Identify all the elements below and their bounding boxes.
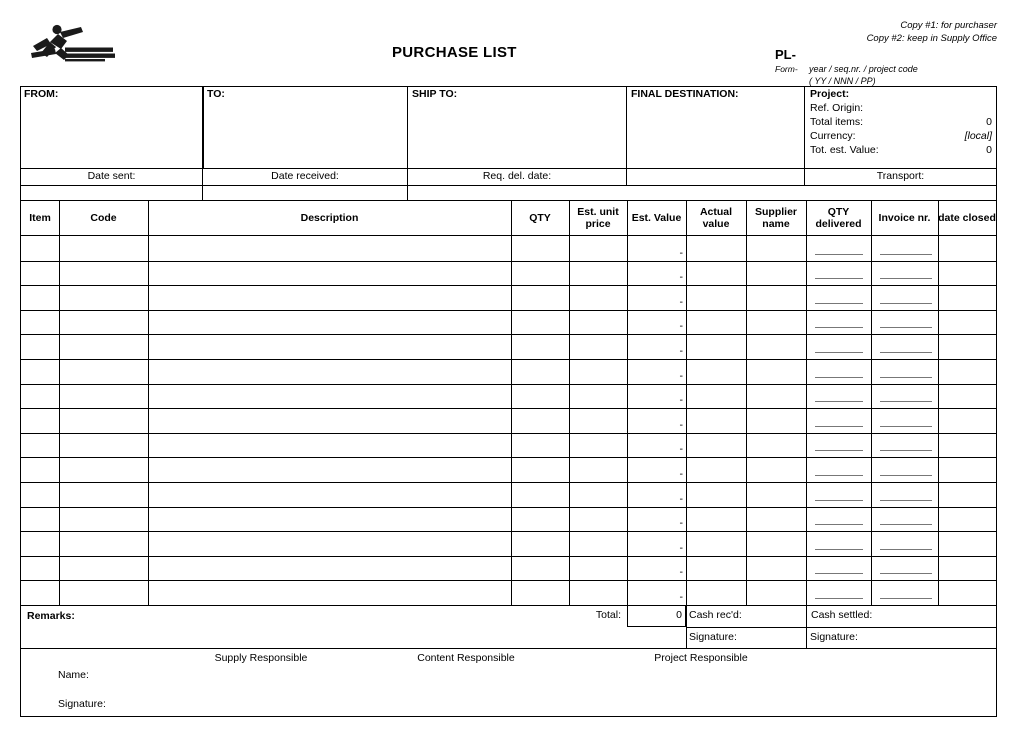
divider-final-project (804, 87, 805, 168)
fill-line-invoice-nr (880, 475, 932, 476)
fill-line-invoice-nr (880, 450, 932, 451)
cell-est-value: - (679, 541, 683, 554)
total-value: 0 (676, 609, 682, 621)
fill-line-qty-delivered (815, 278, 863, 279)
currency-label: Currency: (810, 130, 856, 142)
fill-line-invoice-nr (880, 303, 932, 304)
date-received-value[interactable] (202, 186, 407, 201)
cash-received-label: Cash rec'd: (689, 609, 742, 621)
table-row[interactable] (21, 334, 996, 359)
remarks-label: Remarks: (27, 610, 75, 622)
fill-line-qty-delivered (815, 573, 863, 574)
table-row[interactable] (21, 433, 996, 458)
fill-line-qty-delivered (815, 475, 863, 476)
req-del-date-label: Req. del. date: (482, 170, 552, 182)
fill-line-qty-delivered (815, 377, 863, 378)
cell-est-value: - (679, 271, 683, 284)
date-sent-value[interactable] (21, 186, 202, 201)
address-row (21, 87, 996, 168)
cell-est-value: - (679, 467, 683, 480)
table-row[interactable] (21, 236, 996, 261)
table-row[interactable] (21, 482, 996, 507)
cell-est-value: - (679, 443, 683, 456)
cell-est-value: - (679, 369, 683, 382)
date-values-row (21, 185, 996, 200)
fill-line-qty-delivered (815, 327, 863, 328)
ref-origin-label: Ref. Origin: (810, 102, 864, 114)
cell-est-value: - (679, 418, 683, 431)
page-title: PURCHASE LIST (392, 44, 517, 61)
table-row[interactable] (21, 261, 996, 286)
from-box[interactable] (21, 87, 202, 168)
column-header-item: Item (29, 212, 51, 224)
fill-line-invoice-nr (880, 278, 932, 279)
supply-responsible-label: Supply Responsible (214, 652, 308, 664)
table-row[interactable] (21, 457, 996, 482)
fill-line-invoice-nr (880, 377, 932, 378)
to-label: TO: (207, 88, 225, 100)
transport-cell[interactable] (804, 169, 996, 186)
fill-line-invoice-nr (880, 524, 932, 525)
table-row[interactable] (21, 310, 996, 335)
fill-line-qty-delivered (815, 426, 863, 427)
column-header-date-closed: date closed (938, 212, 996, 224)
column-header-est-value: Est. Value (631, 212, 682, 224)
currency-value: [local] (964, 130, 992, 142)
cell-est-value: - (679, 517, 683, 530)
column-header-actual-value: Actual value (699, 206, 733, 230)
cell-est-value: - (679, 344, 683, 357)
cash-settled-cell[interactable] (806, 605, 996, 627)
fill-line-qty-delivered (815, 500, 863, 501)
msf-logo (25, 22, 121, 66)
cell-est-value: - (679, 394, 683, 407)
table-row[interactable] (21, 384, 996, 409)
column-header-supplier-name: Supplier name (754, 206, 797, 230)
fill-line-invoice-nr (880, 352, 932, 353)
signature-label-2: Signature: (810, 631, 858, 643)
table-row[interactable] (21, 285, 996, 310)
cell-est-value: - (679, 590, 683, 603)
cell-est-value: - (679, 246, 683, 259)
to-box[interactable] (204, 87, 407, 168)
document-header (0, 0, 1024, 86)
signature-label: Signature: (58, 698, 106, 710)
transport-value[interactable] (804, 186, 996, 201)
name-label: Name: (58, 669, 89, 681)
date-sent-label: Date sent: (87, 170, 136, 182)
table-row[interactable] (21, 359, 996, 384)
cash-settled-label: Cash settled: (811, 609, 873, 621)
from-label: FROM: (24, 88, 59, 100)
project-box[interactable] (806, 87, 996, 168)
fill-line-invoice-nr (880, 598, 932, 599)
blank-row-spacer (626, 186, 804, 201)
date-received-cell[interactable] (202, 169, 407, 186)
fill-line-invoice-nr (880, 254, 932, 255)
form-pattern-line-1: year / seq.nr. / project code (809, 64, 918, 74)
column-header-qty-delivered: QTY delivered (815, 206, 862, 230)
date-received-label: Date received: (271, 170, 339, 182)
form-pattern-line-2: ( YY / NNN / PP) (809, 76, 876, 86)
fill-line-qty-delivered (815, 450, 863, 451)
fill-line-qty-delivered (815, 598, 863, 599)
pl-number: PL- (775, 47, 796, 62)
copy-notice-line-1: Copy #1: for purchaser (900, 20, 997, 31)
copy-notice-line-2: Copy #2: keep in Supply Office (866, 33, 997, 44)
cell-est-value: - (679, 295, 683, 308)
final-destination-box[interactable] (628, 87, 804, 168)
column-header-description: Description (300, 212, 359, 224)
fill-line-invoice-nr (880, 327, 932, 328)
fill-line-invoice-nr (880, 549, 932, 550)
column-header-code: Code (90, 212, 117, 224)
content-responsible-label: Content Responsible (417, 652, 515, 664)
table-row[interactable] (21, 531, 996, 556)
total-items-value: 0 (986, 116, 992, 128)
fill-line-qty-delivered (815, 352, 863, 353)
fill-line-qty-delivered (815, 524, 863, 525)
form-frame (20, 86, 997, 717)
cell-est-value: - (679, 566, 683, 579)
table-row[interactable] (21, 408, 996, 433)
cell-est-value: - (679, 320, 683, 333)
fill-line-invoice-nr (880, 426, 932, 427)
tot-est-value-label: Tot. est. Value: (810, 144, 879, 156)
column-header-qty: QTY (529, 212, 551, 224)
table-row[interactable] (21, 580, 996, 605)
form-label: Form- (775, 64, 798, 74)
copy-notice (867, 19, 997, 45)
divider-shipto-final (626, 87, 627, 168)
column-header-invoice-nr: Invoice nr. (878, 212, 931, 224)
project-label: Project: (810, 88, 850, 100)
transport-label: Transport: (876, 170, 925, 182)
responsible-band (21, 648, 996, 715)
column-header-est-unit-price: Est. unit price (577, 206, 619, 230)
divider-to-shipto (407, 87, 408, 168)
date-row-spacer (626, 169, 804, 186)
total-label: Total: (595, 609, 621, 621)
form-pattern (809, 63, 918, 87)
date-row (21, 168, 996, 185)
project-responsible-label: Project Responsible (654, 652, 748, 664)
table-row[interactable] (21, 507, 996, 532)
fill-line-invoice-nr (880, 573, 932, 574)
total-items-label: Total items: (810, 116, 864, 128)
fill-line-qty-delivered (815, 549, 863, 550)
total-value-cell[interactable] (627, 605, 686, 627)
fill-line-invoice-nr (880, 500, 932, 501)
cash-received-cell[interactable] (686, 605, 806, 627)
fill-line-invoice-nr (880, 401, 932, 402)
tot-est-value-value: 0 (986, 144, 992, 156)
cell-est-value: - (679, 492, 683, 505)
table-row[interactable] (21, 556, 996, 581)
fill-line-qty-delivered (815, 303, 863, 304)
date-sent-cell[interactable] (21, 169, 202, 186)
final-destination-label: FINAL DESTINATION: (631, 88, 739, 100)
req-del-date-value[interactable] (407, 186, 626, 201)
signature-label-1: Signature: (689, 631, 737, 643)
signature-cell-2[interactable] (806, 627, 996, 648)
total-label-cell (511, 605, 627, 627)
ship-to-label: SHIP TO: (412, 88, 458, 100)
signature-cell-1[interactable] (686, 627, 806, 648)
fill-line-qty-delivered (815, 254, 863, 255)
ship-to-box[interactable] (409, 87, 626, 168)
req-del-date-cell[interactable] (407, 169, 626, 186)
fill-line-qty-delivered (815, 401, 863, 402)
